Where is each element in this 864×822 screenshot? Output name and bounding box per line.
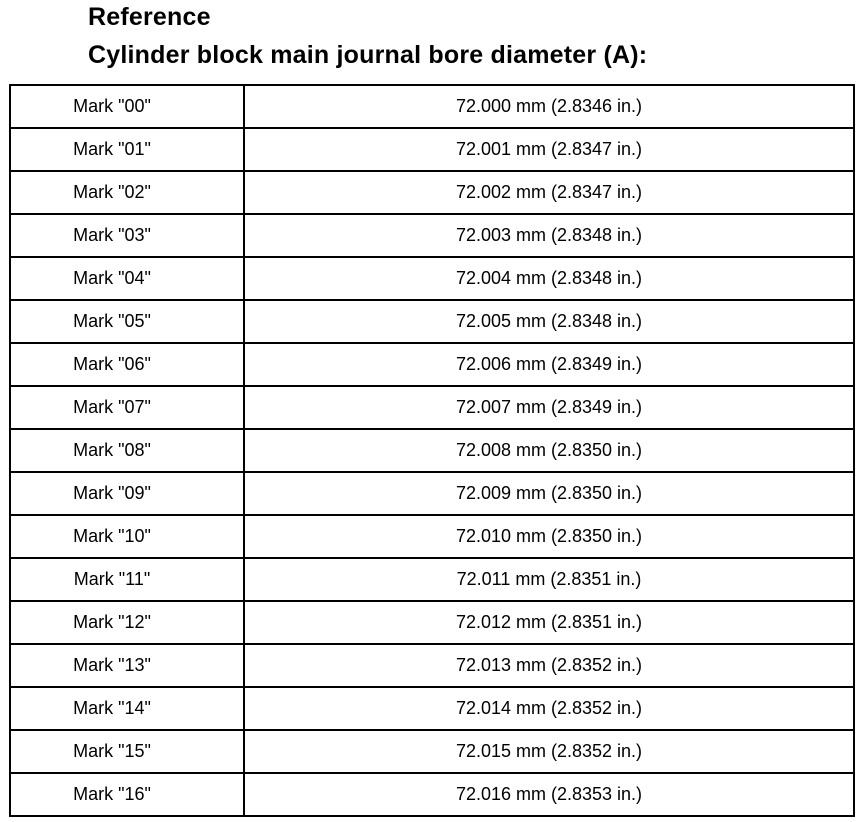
mark-cell: Mark "16" bbox=[10, 773, 244, 816]
mark-cell: Mark "11" bbox=[10, 558, 244, 601]
table-row bbox=[10, 515, 854, 558]
diameter-cell: 72.010 mm (2.8350 in.) bbox=[244, 515, 854, 558]
diameter-cell: 72.014 mm (2.8352 in.) bbox=[244, 687, 854, 730]
table-row bbox=[10, 429, 854, 472]
diameter-cell: 72.002 mm (2.8347 in.) bbox=[244, 171, 854, 214]
table-row bbox=[10, 85, 854, 128]
table-row bbox=[10, 687, 854, 730]
diameter-cell: 72.003 mm (2.8348 in.) bbox=[244, 214, 854, 257]
mark-cell: Mark "07" bbox=[10, 386, 244, 429]
diameter-cell: 72.016 mm (2.8353 in.) bbox=[244, 773, 854, 816]
diameter-cell: 72.015 mm (2.8352 in.) bbox=[244, 730, 854, 773]
diameter-cell: 72.011 mm (2.8351 in.) bbox=[244, 558, 854, 601]
mark-cell: Mark "09" bbox=[10, 472, 244, 515]
table-row bbox=[10, 300, 854, 343]
table-row bbox=[10, 730, 854, 773]
diameter-cell: 72.004 mm (2.8348 in.) bbox=[244, 257, 854, 300]
diameter-cell: 72.005 mm (2.8348 in.) bbox=[244, 300, 854, 343]
table-row bbox=[10, 472, 854, 515]
mark-cell: Mark "13" bbox=[10, 644, 244, 687]
table-row bbox=[10, 558, 854, 601]
diameter-cell: 72.007 mm (2.8349 in.) bbox=[244, 386, 854, 429]
mark-cell: Mark "01" bbox=[10, 128, 244, 171]
reference-heading: Reference bbox=[88, 3, 211, 31]
table-row bbox=[10, 171, 854, 214]
table-row bbox=[10, 128, 854, 171]
table-row bbox=[10, 386, 854, 429]
diameter-cell: 72.000 mm (2.8346 in.) bbox=[244, 85, 854, 128]
diameter-cell: 72.009 mm (2.8350 in.) bbox=[244, 472, 854, 515]
journal-bore-table bbox=[9, 84, 855, 817]
table-row bbox=[10, 601, 854, 644]
mark-cell: Mark "02" bbox=[10, 171, 244, 214]
mark-cell: Mark "12" bbox=[10, 601, 244, 644]
diameter-cell: 72.006 mm (2.8349 in.) bbox=[244, 343, 854, 386]
table-row bbox=[10, 773, 854, 816]
mark-cell: Mark "14" bbox=[10, 687, 244, 730]
table-row bbox=[10, 257, 854, 300]
mark-cell: Mark "04" bbox=[10, 257, 244, 300]
diameter-cell: 72.008 mm (2.8350 in.) bbox=[244, 429, 854, 472]
diameter-cell: 72.013 mm (2.8352 in.) bbox=[244, 644, 854, 687]
table-row bbox=[10, 343, 854, 386]
mark-cell: Mark "03" bbox=[10, 214, 244, 257]
table-row bbox=[10, 644, 854, 687]
table-title: Cylinder block main journal bore diameter (A): bbox=[88, 41, 648, 69]
mark-cell: Mark "00" bbox=[10, 85, 244, 128]
diameter-cell: 72.012 mm (2.8351 in.) bbox=[244, 601, 854, 644]
mark-cell: Mark "08" bbox=[10, 429, 244, 472]
mark-cell: Mark "06" bbox=[10, 343, 244, 386]
mark-cell: Mark "10" bbox=[10, 515, 244, 558]
table-row bbox=[10, 214, 854, 257]
diameter-cell: 72.001 mm (2.8347 in.) bbox=[244, 128, 854, 171]
mark-cell: Mark "15" bbox=[10, 730, 244, 773]
mark-cell: Mark "05" bbox=[10, 300, 244, 343]
